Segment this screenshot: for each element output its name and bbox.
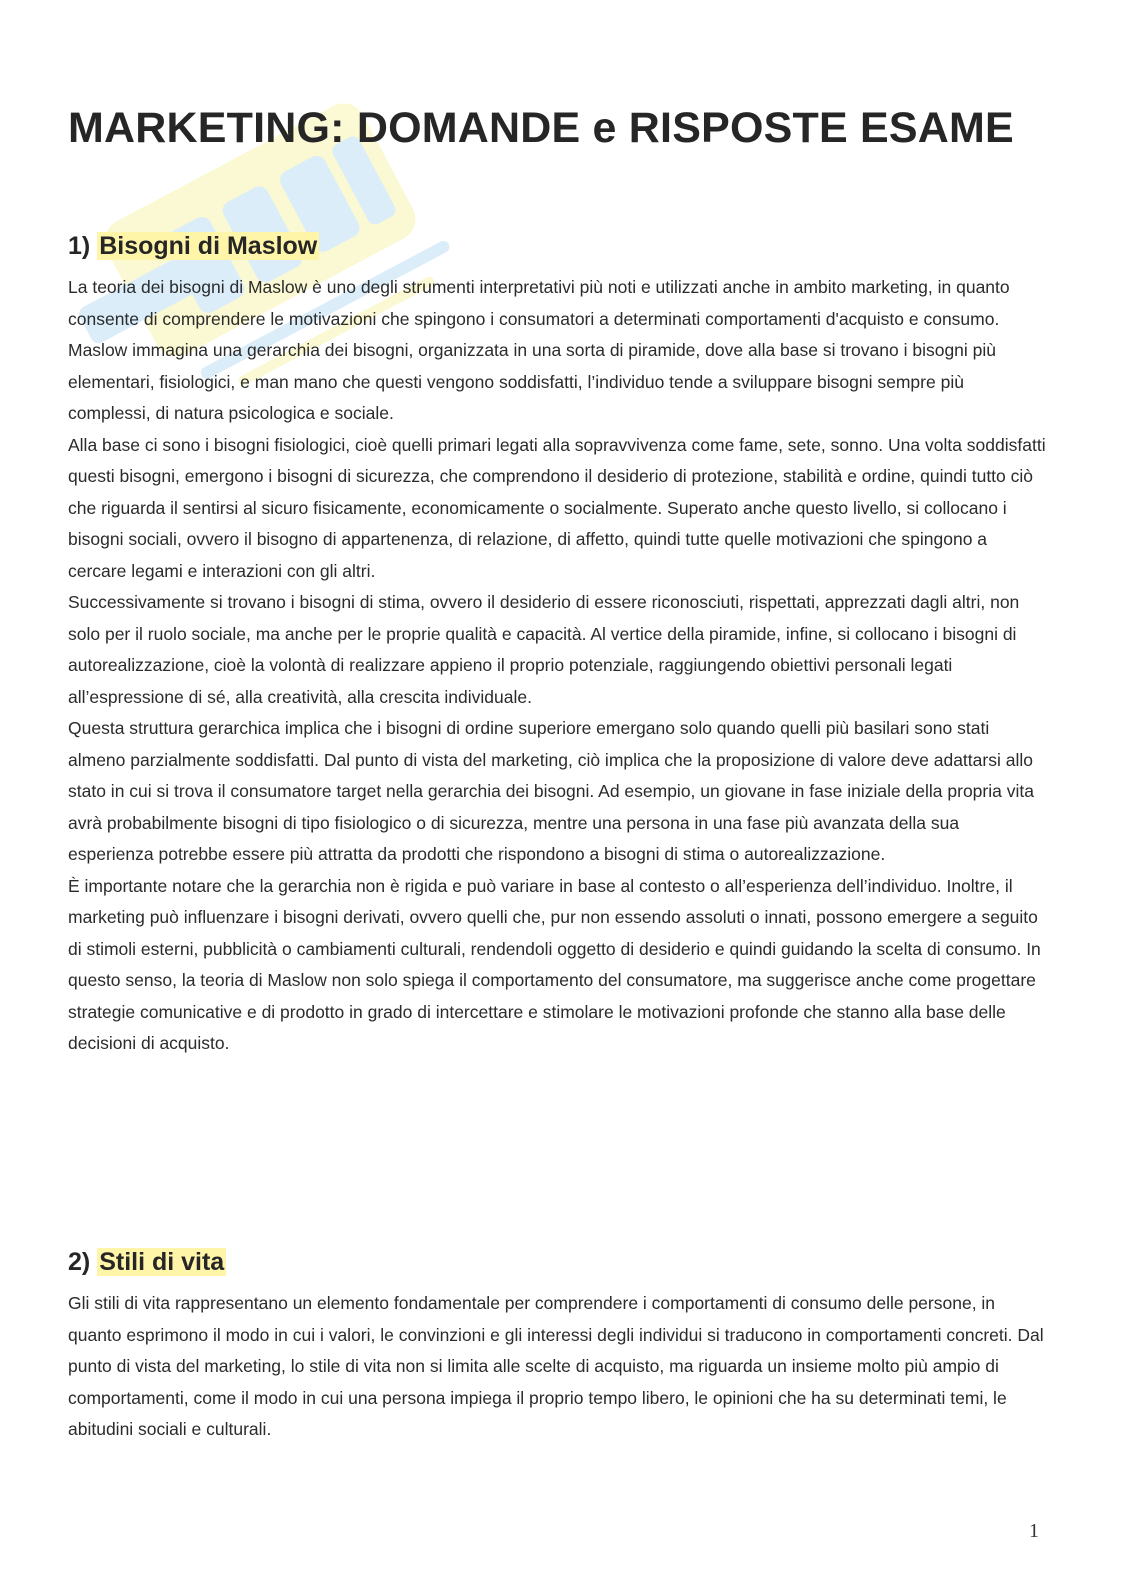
section-heading bbox=[68, 226, 1048, 266]
page-number: 1 bbox=[1029, 1520, 1039, 1542]
section-heading bbox=[68, 1242, 1048, 1282]
section-body: La teoria dei bisogni di Maslow è uno degli strumenti interpretativi più noti e utilizzati anche in ambito marketing, in quanto consente di comprendere le motivazioni che spingono i consumatori a determinati comportamenti d'acquisto e consumo. Maslow immagina una gerarchia dei bisogni, organizzata in una sorta di piramide, dove alla base si trovano i bisogni più elementari, fisiologici, e man mano che questi vengono soddisfatti, l’individuo tende a sviluppare bisogni sempre più complessi, di natura psicologica e sociale. Alla base ci sono i bisogni fisiologici, cioè quelli primari legati alla sopravvivenza come fame, sete, sonno. Una volta soddisfatti questi bisogni, emergono i bisogni di sicurezza, che comprendono il desiderio di protezione, stabilità e ordine, quindi tutto ciò che riguarda il sentirsi al sicuro fisicamente, economicamente o socialmente. Superato anche questo livello, si collocano i bisogni sociali, ovvero il bisogno di appartenenza, di relazione, di affetto, quindi tutte quelle motivazioni che spingono a cercare legami e interazioni con gli altri. Successivamente si trovano i bisogni di stima, ovvero il desiderio di essere riconosciuti, rispettati, apprezzati dagli altri, non solo per il ruolo sociale, ma anche per le proprie qualità e capacità. Al vertice della piramide, infine, si collocano i bisogni di autorealizzazione, cioè la volontà di realizzare appieno il proprio potenziale, raggiungendo obiettivi personali legati all’espressione di sé, alla creatività, alla crescita individuale. Questa struttura gerarchica implica che i bisogni di ordine superiore emergano solo quando quelli più basilari sono stati almeno parzialmente soddisfatti. Dal punto di vista del marketing, ciò implica che la proposizione di valore deve adattarsi allo stato in cui si trova il consumatore target nella gerarchia dei bisogni. Ad esempio, un giovane in fase iniziale della propria vita avrà probabilmente bisogni di tipo fisiologico o di sicurezza, mentre una persona in una fase più avanzata della sua esperienza potrebbe essere più attratta da prodotti che rispondono a bisogni di stima o autorealizzazione. È importante notare che la gerarchia non è rigida e può variare in base al contesto o all’esperienza dell’individuo. Inoltre, il marketing può influenzare i bisogni derivati, ovvero quelli che, pur non essendo assoluti o innati, possono emergere a seguito di stimoli esterni, pubblicità o cambiamenti culturali, rendendoli oggetto di desiderio e quindi guidando la scelta di consumo. In questo senso, la teoria di Maslow non solo spiega il comportamento del consumatore, ma suggerisce anche come progettare strategie comunicative e di prodotto in grado di intercettare e stimolare le motivazioni profonde che stanno alla base delle decisioni di acquisto. bbox=[68, 277, 1046, 1053]
section-stili-di-vita bbox=[68, 1242, 1048, 1446]
section-number: 2) bbox=[68, 1248, 91, 1276]
section-title-highlight: Stili di vita bbox=[99, 1248, 225, 1276]
section-number: 1) bbox=[68, 232, 91, 260]
section-title-highlight: Bisogni di Maslow bbox=[99, 232, 318, 260]
document-title: MARKETING: DOMANDE e RISPOSTE ESAME bbox=[68, 104, 1014, 152]
section-body: Gli stili di vita rappresentano un elemento fondamentale per comprendere i comportamenti di consumo delle persone, in quanto esprimono il modo in cui i valori, le convinzioni e gli interessi degli individui si traducono in comportamenti concreti. Dal punto di vista del marketing, lo stile di vita non si limita alle scelte di acquisto, ma riguarda un insieme molto più ampio di comportamenti, come il modo in cui una persona impiega il proprio tempo libero, le opinioni che ha su determinati temi, le abitudini sociali e culturali. bbox=[68, 1293, 1044, 1439]
section-bisogni-di-maslow bbox=[68, 226, 1048, 1060]
